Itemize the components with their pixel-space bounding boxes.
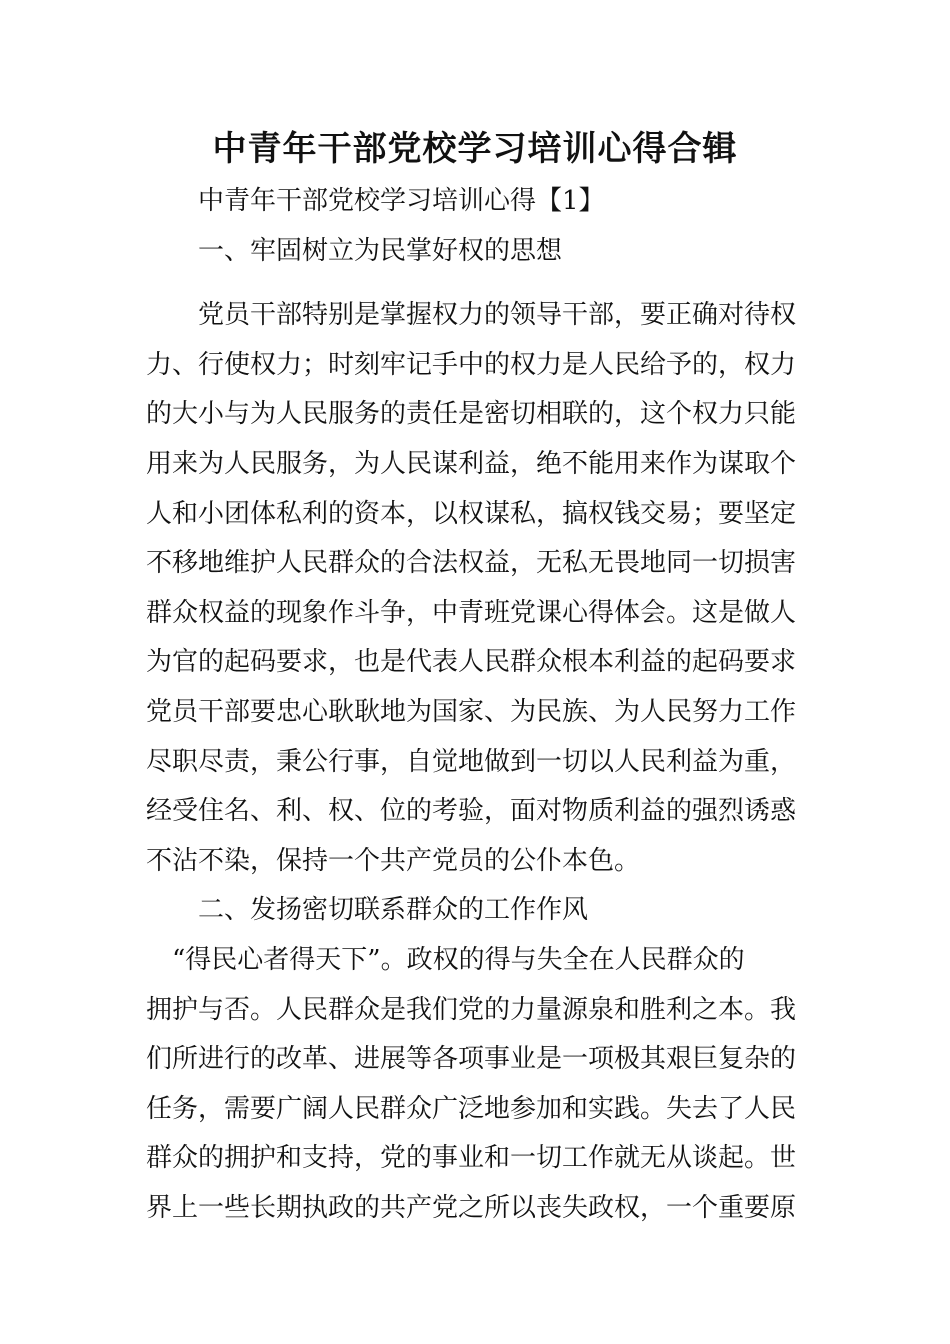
document-body xyxy=(146,177,808,1233)
paragraph-line: 为官的起码要求，也是代表人民群众根本利益的起码要求 xyxy=(146,647,797,678)
paragraph-line: 的大小与为人民服务的责任是密切相联的，这个权力只能 xyxy=(146,399,797,430)
paragraph-line: 党员干部特别是掌握权力的领导干部，要正确对待权 xyxy=(198,300,797,331)
section-heading-1: 一、牢固树立为民掌好权的思想 xyxy=(198,235,563,266)
paragraph-line: 用来为人民服务，为人民谋利益，绝不能用来作为谋取个 xyxy=(146,448,797,479)
paragraph-line: 经受住名、利、权、位的考验，面对物质利益的强烈诱惑 xyxy=(146,796,797,827)
paragraph-line: 任务，需要广阔人民群众广泛地参加和实践。失去了人民 xyxy=(146,1093,797,1124)
paragraph-line: 不移地维护人民群众的合法权益，无私无畏地同一切损害 xyxy=(146,548,797,579)
paragraph-line: 界上一些长期执政的共产党之所以丧失政权，一个重要原 xyxy=(146,1192,797,1223)
paragraph-line: 人和小团体私利的资本，以权谋私，搞权钱交易；要坚定 xyxy=(146,498,797,529)
paragraph-line: 党员干部要忠心耿耿地为国家、为民族、为人民努力工作 xyxy=(146,696,797,727)
paragraph-line: 尽职尽责，秉公行事，自觉地做到一切以人民利益为重， xyxy=(146,746,797,777)
section-heading-2: 二、发扬密切联系群众的工作作风 xyxy=(198,895,589,926)
document-title: 中青年干部党校学习培训心得合辑 xyxy=(212,129,738,169)
subtitle: 中青年干部党校学习培训心得【1】 xyxy=(198,186,605,216)
paragraph-line: 群众权益的现象作斗争，中青班党课心得体会。这是做人 xyxy=(146,597,797,628)
paragraph-line: 群众的拥护和支持，党的事业和一切工作就无从谈起。世 xyxy=(146,1143,797,1174)
paragraph-line: 们所进行的改革、进展等各项事业是一项极其艰巨复杂的 xyxy=(146,1044,797,1075)
paragraph-line: 拥护与否。人民群众是我们党的力量源泉和胜利之本。我 xyxy=(146,994,797,1025)
paragraph-line: 不沾不染，保持一个共产党员的公仆本色。 xyxy=(146,845,641,876)
paragraph-1 xyxy=(146,291,808,886)
paragraph-line: “得民心者得天下”。政权的得与失全在人民群众的 xyxy=(172,944,745,975)
paragraph-line: 力、行使权力；时刻牢记手中的权力是人民给予的，权力 xyxy=(146,349,797,380)
paragraph-2 xyxy=(146,936,808,1234)
